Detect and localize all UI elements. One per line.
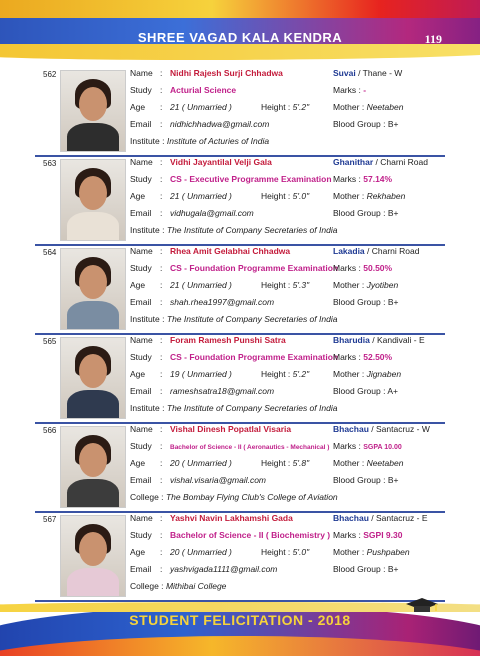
entry-number: 563: [43, 159, 57, 168]
age-value: 21 ( Unmarried ): [170, 280, 232, 290]
institute-value: Institute of Acturies of India: [166, 136, 270, 146]
marks-label: Marks :: [333, 352, 361, 362]
photo-face: [79, 354, 107, 388]
colon: :: [160, 513, 163, 523]
marks-value: 50.50%: [363, 263, 393, 273]
graduation-cap-icon: [404, 598, 440, 614]
page-number: 119: [424, 32, 442, 46]
email-value: shah.rhea1997@gmail.com: [170, 297, 275, 307]
email-value: yashvigada1111@gmail.com: [170, 564, 278, 574]
email-label: Email: [130, 208, 152, 218]
colon: :: [160, 335, 163, 345]
institute-label: College :: [130, 581, 164, 591]
institute-value: The Bombay Flying Club's College of Aviation: [165, 492, 338, 502]
email-value: nidhichhadwa@gmail.com: [170, 119, 270, 129]
marks-value: -: [363, 85, 367, 95]
institute-label: College :: [130, 492, 164, 502]
age-row: [130, 547, 232, 557]
blood-value: A+: [387, 386, 398, 396]
photo-body: [67, 123, 119, 152]
age-value: 21 ( Unmarried ): [170, 102, 232, 112]
height-value: 5'.2": [292, 102, 310, 112]
photo-body: [67, 301, 119, 330]
colon: :: [160, 68, 163, 78]
institute-row: [130, 403, 337, 413]
blood-value: B+: [387, 297, 399, 307]
study-value: Acturial Science: [170, 85, 237, 95]
colon: :: [160, 369, 163, 379]
institute-value: The Institute of Company Secretaries of India: [166, 314, 338, 324]
study-label: Study: [130, 352, 152, 362]
residence-city: / Thane - W: [358, 68, 403, 78]
height-label: Height :: [261, 369, 291, 379]
mother-value: Pushpaben: [366, 547, 410, 557]
photo-face: [79, 532, 107, 566]
email-label: Email: [130, 564, 152, 574]
blood-label: Blood Group :: [333, 564, 386, 574]
height-field: [261, 191, 309, 201]
age-row: [130, 369, 232, 379]
height-value: 5'.8": [292, 458, 310, 468]
blood-value: B+: [387, 564, 399, 574]
height-label: Height :: [261, 458, 291, 468]
marks-value: SGPA 10.00: [363, 444, 402, 451]
blood-field: [333, 297, 398, 307]
blood-field: [333, 119, 398, 129]
mother-label: Mother :: [333, 280, 365, 290]
student-name: Foram Ramesh Punshi Satra: [170, 335, 286, 345]
mother-field: [333, 369, 401, 379]
native-place: [333, 246, 419, 256]
photo-body: [67, 390, 119, 419]
native-village: Bharudia: [333, 335, 370, 345]
institute-row: [130, 225, 337, 235]
email-value: vishal.visaria@gmail.com: [170, 475, 267, 485]
colon: :: [160, 208, 163, 218]
name-row: [130, 246, 290, 256]
marks-value: 52.50%: [363, 352, 393, 362]
study-row: [130, 352, 338, 362]
marks-label: Marks :: [333, 441, 361, 451]
native-village: Suvai: [333, 68, 356, 78]
study-label: Study: [130, 174, 152, 184]
mother-value: Rekhaben: [366, 191, 406, 201]
student-name: Yashvi Navin Lakhamshi Gada: [170, 513, 293, 523]
height-label: Height :: [261, 102, 291, 112]
institute-label: Institute :: [130, 314, 165, 324]
blood-value: B+: [387, 208, 399, 218]
student-entry: [35, 244, 445, 335]
colon: :: [160, 458, 163, 468]
colon: :: [160, 246, 163, 256]
study-value: CS - Foundation Programme Examination: [170, 352, 339, 362]
study-value: Bachelor of Science - II ( Biochemistry ): [170, 530, 331, 540]
colon: :: [160, 174, 163, 184]
student-photo: [60, 337, 126, 419]
colon: :: [160, 441, 163, 451]
student-entry: [35, 66, 445, 157]
footer-title: STUDENT FELICITATION - 2018: [129, 612, 351, 628]
mother-label: Mother :: [333, 458, 365, 468]
blood-label: Blood Group :: [333, 297, 386, 307]
height-label: Height :: [261, 547, 291, 557]
residence-city: / Charni Road: [375, 157, 428, 167]
blood-field: [333, 208, 398, 218]
student-photo: [60, 70, 126, 152]
blood-label: Blood Group :: [333, 208, 386, 218]
blood-label: Blood Group :: [333, 386, 386, 396]
institute-row: [130, 314, 337, 324]
student-photo: [60, 515, 126, 597]
header-swoosh: [0, 44, 480, 60]
institute-label: Institute :: [130, 403, 165, 413]
mother-field: [333, 547, 410, 557]
height-field: [261, 102, 309, 112]
email-label: Email: [130, 297, 152, 307]
height-value: 5'.2": [292, 369, 310, 379]
study-label: Study: [130, 85, 152, 95]
email-row: [130, 564, 277, 574]
colon: :: [160, 424, 163, 434]
page-title: SHREE VAGAD KALA KENDRA: [137, 30, 343, 45]
blood-value: B+: [387, 475, 399, 485]
student-entry: [35, 333, 445, 424]
height-value: 5'.0": [292, 191, 310, 201]
colon: :: [160, 157, 163, 167]
blood-label: Blood Group :: [333, 475, 386, 485]
marks-field: [333, 352, 392, 362]
institute-value: The Institute of Company Secretaries of India: [166, 225, 338, 235]
marks-value: SGPI 9.30: [363, 530, 403, 540]
email-value: rameshsatra18@gmail.com: [170, 386, 275, 396]
entry-number: 564: [43, 248, 57, 257]
study-row: [130, 530, 330, 540]
blood-field: [333, 386, 398, 396]
study-label: Study: [130, 263, 152, 273]
study-row: [130, 174, 332, 184]
marks-field: [333, 441, 402, 451]
native-place: [333, 513, 428, 523]
mother-field: [333, 458, 403, 468]
institute-value: Mithibai College: [165, 581, 227, 591]
mother-value: Neetaben: [366, 102, 404, 112]
name-row: [130, 424, 291, 434]
colon: :: [160, 102, 163, 112]
marks-field: [333, 85, 366, 95]
study-label: Study: [130, 530, 152, 540]
name-label: Name: [130, 513, 153, 523]
mother-label: Mother :: [333, 547, 365, 557]
mother-value: Neetaben: [366, 458, 404, 468]
study-row: [130, 85, 236, 95]
student-name: Vishal Dinesh Popatlal Visaria: [170, 424, 292, 434]
email-label: Email: [130, 475, 152, 485]
study-row: [130, 263, 338, 273]
native-village: Ghanithar: [333, 157, 374, 167]
study-value: CS - Executive Programme Examination: [170, 174, 332, 184]
photo-body: [67, 212, 119, 241]
age-value: 20 ( Unmarried ): [170, 547, 232, 557]
residence-city: / Charni Road: [367, 246, 420, 256]
native-village: Bhachau: [333, 424, 369, 434]
colon: :: [160, 352, 163, 362]
student-entry: [35, 511, 445, 602]
native-place: [333, 335, 425, 345]
age-label: Age: [130, 458, 146, 468]
mother-label: Mother :: [333, 191, 365, 201]
colon: :: [160, 119, 163, 129]
colon: :: [160, 564, 163, 574]
study-row: [130, 441, 329, 451]
entry-number: 566: [43, 426, 57, 435]
student-entry: [35, 155, 445, 246]
blood-field: [333, 475, 398, 485]
age-value: 21 ( Unmarried ): [170, 191, 232, 201]
colon: :: [160, 547, 163, 557]
institute-row: [130, 581, 226, 591]
entry-number: 565: [43, 337, 57, 346]
institute-row: [130, 492, 338, 502]
student-entry: [35, 422, 445, 513]
residence-city: / Kandivali - E: [372, 335, 425, 345]
native-place: [333, 424, 430, 434]
name-label: Name: [130, 335, 153, 345]
institute-value: The Institute of Company Secretaries of India: [166, 403, 338, 413]
colon: :: [160, 475, 163, 485]
native-place: [333, 157, 428, 167]
mother-field: [333, 280, 398, 290]
colon: :: [160, 297, 163, 307]
photo-face: [79, 176, 107, 210]
study-label: Study: [130, 441, 152, 451]
height-label: Height :: [261, 191, 291, 201]
age-value: 20 ( Unmarried ): [170, 458, 232, 468]
marks-field: [333, 530, 402, 540]
marks-label: Marks :: [333, 85, 361, 95]
entry-number: 562: [43, 70, 57, 79]
age-label: Age: [130, 280, 146, 290]
institute-label: Institute :: [130, 225, 165, 235]
mother-value: Jyotiben: [366, 280, 399, 290]
name-label: Name: [130, 68, 153, 78]
marks-field: [333, 263, 392, 273]
residence-city: / Santacruz - E: [371, 513, 428, 523]
age-row: [130, 458, 232, 468]
email-row: [130, 119, 269, 129]
marks-label: Marks :: [333, 263, 361, 273]
email-row: [130, 297, 274, 307]
student-photo: [60, 248, 126, 330]
height-value: 5'.0": [292, 547, 310, 557]
mother-field: [333, 191, 405, 201]
name-row: [130, 335, 286, 345]
photo-face: [79, 443, 107, 477]
age-row: [130, 280, 232, 290]
colon: :: [160, 280, 163, 290]
marks-label: Marks :: [333, 174, 361, 184]
age-row: [130, 102, 232, 112]
height-field: [261, 369, 309, 379]
mother-label: Mother :: [333, 369, 365, 379]
email-label: Email: [130, 386, 152, 396]
marks-field: [333, 174, 392, 184]
email-row: [130, 475, 266, 485]
email-row: [130, 386, 274, 396]
marks-value: 57.14%: [363, 174, 393, 184]
institute-label: Institute :: [130, 136, 165, 146]
name-row: [130, 68, 283, 78]
study-value: Bachelor of Science - II ( Aeronautics - Mechanical ): [170, 444, 330, 451]
height-field: [261, 458, 309, 468]
age-label: Age: [130, 369, 146, 379]
name-label: Name: [130, 424, 153, 434]
colon: :: [160, 85, 163, 95]
age-label: Age: [130, 191, 146, 201]
age-label: Age: [130, 102, 146, 112]
age-label: Age: [130, 547, 146, 557]
photo-body: [67, 479, 119, 508]
age-row: [130, 191, 232, 201]
institute-row: [130, 136, 269, 146]
colon: :: [160, 263, 163, 273]
student-name: Nidhi Rajesh Surji Chhadwa: [170, 68, 283, 78]
entry-number: 567: [43, 515, 57, 524]
name-row: [130, 157, 272, 167]
height-field: [261, 547, 309, 557]
marks-label: Marks :: [333, 530, 361, 540]
height-field: [261, 280, 309, 290]
blood-field: [333, 564, 398, 574]
native-village: Bhachau: [333, 513, 369, 523]
name-label: Name: [130, 246, 153, 256]
mother-label: Mother :: [333, 102, 365, 112]
native-village: Lakadia: [333, 246, 365, 256]
email-value: vidhugala@gmail.com: [170, 208, 254, 218]
residence-city: / Santacruz - W: [371, 424, 430, 434]
height-value: 5'.3": [292, 280, 310, 290]
height-label: Height :: [261, 280, 291, 290]
mother-value: Jignaben: [366, 369, 402, 379]
colon: :: [160, 386, 163, 396]
colon: :: [160, 530, 163, 540]
photo-face: [79, 87, 107, 121]
study-value: CS - Foundation Programme Examination: [170, 263, 339, 273]
blood-label: Blood Group :: [333, 119, 386, 129]
email-label: Email: [130, 119, 152, 129]
student-name: Vidhi Jayantilal Velji Gala: [170, 157, 272, 167]
photo-body: [67, 568, 119, 597]
mother-field: [333, 102, 403, 112]
student-name: Rhea Amit Gelabhai Chhadwa: [170, 246, 291, 256]
native-place: [333, 68, 402, 78]
age-value: 19 ( Unmarried ): [170, 369, 232, 379]
photo-face: [79, 265, 107, 299]
colon: :: [160, 191, 163, 201]
blood-value: B+: [387, 119, 399, 129]
name-label: Name: [130, 157, 153, 167]
name-row: [130, 513, 293, 523]
student-photo: [60, 426, 126, 508]
student-photo: [60, 159, 126, 241]
email-row: [130, 208, 254, 218]
